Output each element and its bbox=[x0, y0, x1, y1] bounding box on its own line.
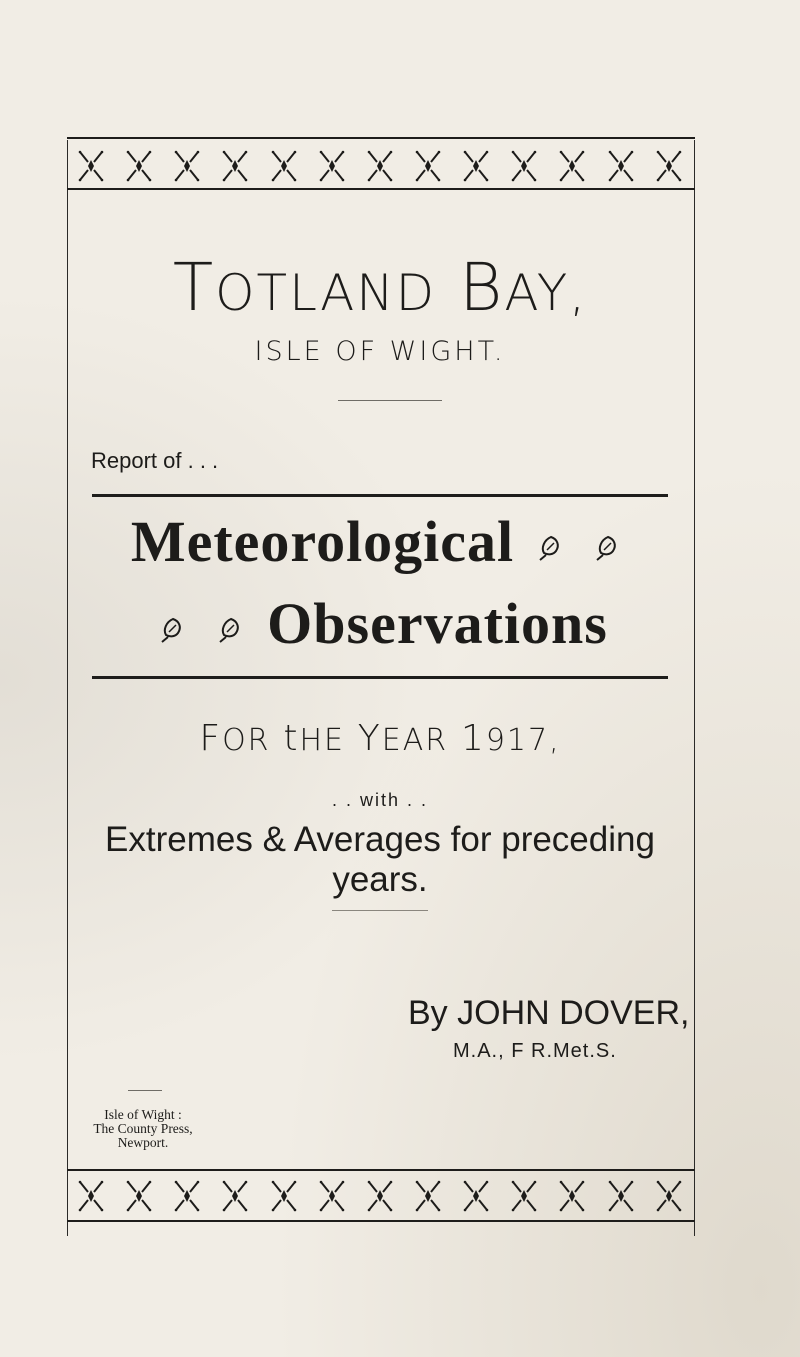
cross-ornament-icon bbox=[607, 148, 635, 184]
cross-ornament-icon bbox=[510, 1178, 538, 1214]
top-rule-lower bbox=[67, 188, 695, 190]
imprint-divider bbox=[128, 1090, 162, 1091]
cross-ornament-icon bbox=[414, 148, 442, 184]
cross-ornament-icon bbox=[77, 148, 105, 184]
cross-ornament-icon bbox=[510, 148, 538, 184]
imprint-line-2: The County Press, bbox=[93, 1121, 193, 1136]
author-name: By JOHN DOVER, bbox=[408, 994, 690, 1032]
cross-ornament-icon bbox=[655, 1178, 683, 1214]
cross-ornament-icon bbox=[366, 148, 394, 184]
cross-ornament-icon bbox=[462, 1178, 490, 1214]
imprint-line-3: Newport. bbox=[117, 1135, 169, 1150]
imprint-block bbox=[88, 1108, 198, 1150]
cross-ornament-icon bbox=[270, 1178, 298, 1214]
author-qualifications: M.A., F R.Met.S. bbox=[453, 1040, 617, 1062]
cross-ornament-icon bbox=[462, 148, 490, 184]
with-line: . . with . . bbox=[331, 790, 429, 810]
cross-ornament-icon bbox=[558, 148, 586, 184]
cross-ornament-icon bbox=[77, 1178, 105, 1214]
cross-ornament-icon bbox=[173, 148, 201, 184]
report-of-label: Report of . . . bbox=[91, 448, 219, 473]
extremes-line: Extremes & Averages for preceding years. bbox=[105, 820, 655, 899]
cross-ornament-icon bbox=[173, 1178, 201, 1214]
bottom-rule-upper bbox=[67, 1169, 695, 1171]
cross-ornament-icon bbox=[125, 148, 153, 184]
leaf-ornament-icon bbox=[536, 533, 566, 563]
imprint-line-1: Isle of Wight : bbox=[104, 1107, 182, 1122]
leaf-ornament-icon bbox=[158, 615, 188, 645]
subject-line-2 bbox=[67, 590, 693, 657]
bottom-ornament-row bbox=[67, 1174, 693, 1218]
cross-ornament-icon bbox=[318, 148, 346, 184]
heading-rule-top bbox=[92, 494, 668, 497]
page-title: TOTLAND BAY, bbox=[172, 249, 588, 326]
page-subtitle: ISLE OF WIGHT. bbox=[254, 336, 506, 367]
top-ornament-row bbox=[67, 144, 693, 188]
bottom-rule-lower bbox=[67, 1220, 695, 1222]
cross-ornament-icon bbox=[221, 1178, 249, 1214]
lower-divider bbox=[332, 910, 428, 911]
subject-word-2: Observations bbox=[267, 591, 608, 656]
title-divider bbox=[338, 400, 442, 401]
heading-rule-bottom bbox=[92, 676, 668, 679]
cross-ornament-icon bbox=[221, 148, 249, 184]
cross-ornament-icon bbox=[318, 1178, 346, 1214]
cross-ornament-icon bbox=[655, 148, 683, 184]
cross-ornament-icon bbox=[558, 1178, 586, 1214]
cross-ornament-icon bbox=[270, 148, 298, 184]
cross-ornament-icon bbox=[125, 1178, 153, 1214]
cross-ornament-icon bbox=[607, 1178, 635, 1214]
year-line: FOR tHE YEAR 1917, bbox=[199, 718, 561, 759]
cross-ornament-icon bbox=[414, 1178, 442, 1214]
top-rule-upper bbox=[67, 137, 695, 139]
cross-ornament-icon bbox=[366, 1178, 394, 1214]
leaf-ornament-icon bbox=[593, 533, 623, 563]
subject-word-1: Meteorological bbox=[130, 509, 515, 574]
leaf-ornament-icon bbox=[216, 615, 246, 645]
subject-line-1 bbox=[67, 508, 693, 575]
